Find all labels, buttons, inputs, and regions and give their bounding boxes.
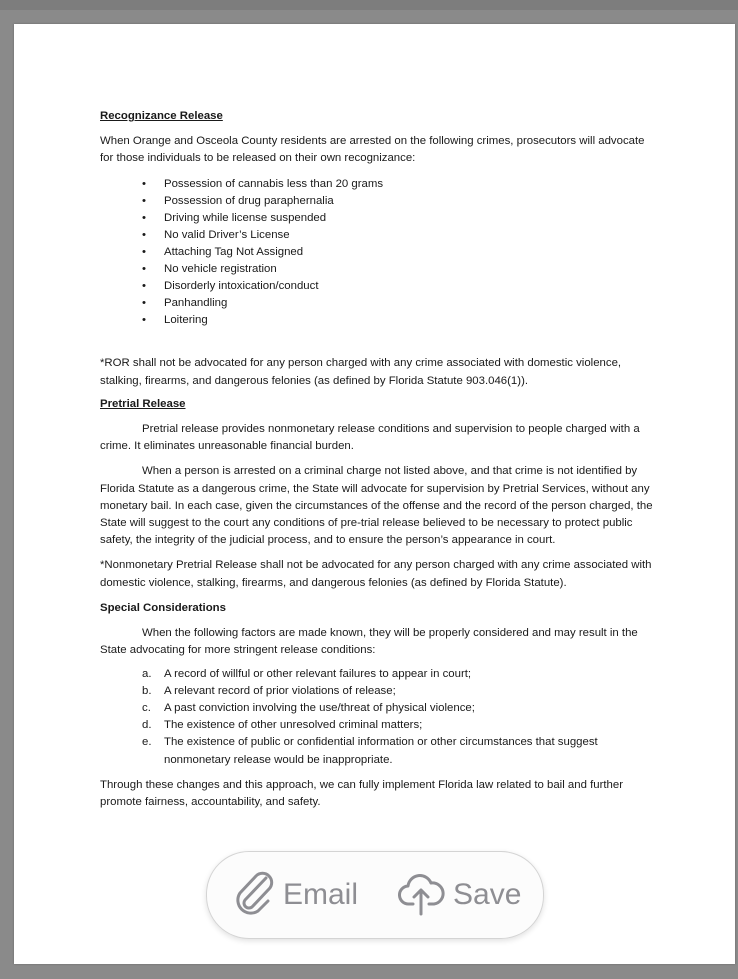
bullet-mark: • bbox=[142, 245, 146, 258]
email-label: Email bbox=[283, 878, 359, 911]
bullet-mark: • bbox=[142, 228, 146, 241]
list-item: a. A record of willful or other relevant failures to appear in court; bbox=[142, 667, 472, 680]
bullet-mark: • bbox=[142, 211, 146, 224]
list-item: • Attaching Tag Not Assigned bbox=[100, 244, 660, 261]
list-item: • Driving while license suspended bbox=[100, 210, 660, 227]
list-item: • No valid Driver’s License bbox=[100, 227, 660, 244]
list-item: • Possession of drug paraphernalia bbox=[100, 193, 660, 210]
save-label: Save bbox=[453, 878, 522, 911]
pretrial-paragraph-1: Pretrial release provides nonmonetary release conditions and supervision to people charged with a crime. It eliminates unreasonable financial burden. bbox=[100, 423, 640, 453]
bullet-mark: • bbox=[142, 280, 146, 293]
pretrial-heading: Pretrial Release bbox=[100, 397, 186, 410]
ror-note: *ROR shall not be advocated for any person charged with any crime associated with domestic violence, stalking, firearms, and dangerous felonies (as defined by Florida Statute 903.046(1)). bbox=[100, 357, 622, 387]
bullet-mark: • bbox=[142, 297, 146, 310]
document-body bbox=[100, 108, 660, 811]
save-button[interactable] bbox=[397, 852, 521, 938]
bullet-mark: • bbox=[142, 263, 146, 276]
share-action-bar bbox=[206, 851, 544, 939]
closing-paragraph: Through these changes and this approach, we can fully implement Florida law related to bail and further promote fairness, accountability, and safety. bbox=[100, 778, 624, 808]
email-button[interactable] bbox=[233, 852, 358, 938]
list-item: • Disorderly intoxication/conduct bbox=[100, 278, 660, 295]
list-item: • Panhandling bbox=[100, 295, 660, 312]
window-frame-top bbox=[0, 0, 738, 10]
list-item: • Possession of cannabis less than 20 grams bbox=[100, 176, 660, 193]
paperclip-icon bbox=[233, 870, 275, 921]
list-item: e. The existence of public or confidential information or other circumstances that suggest nonmonetary release would be inappropriate. bbox=[142, 736, 598, 766]
bullet-mark: • bbox=[142, 177, 146, 190]
special-heading: Special Considerations bbox=[100, 601, 226, 614]
pretrial-paragraph-2: When a person is arrested on a criminal charge not listed above, and that crime is not identified by Florida Statute as a dangerous crime, the State will advocate for supervision by Pretrial Services, without any monetary bail. In each case, given the circumstances of the offense and the record of the person charged, the State will suggest to the court any conditions of pre-trial release believed to be necessary to protect public safety, the integrity of the judicial process, and to ensure the person’s appearance in court. bbox=[100, 465, 653, 547]
document-page bbox=[14, 24, 735, 964]
factor-list bbox=[100, 666, 660, 769]
list-item: • No vehicle registration bbox=[100, 261, 660, 278]
special-intro: When the following factors are made known, they will be properly considered and may result in the State advocating for more stringent release conditions: bbox=[100, 627, 638, 657]
bullet-mark: • bbox=[142, 314, 146, 327]
list-item: c. A past conviction involving the use/threat of physical violence; bbox=[142, 701, 475, 714]
recognizance-heading: Recognizance Release bbox=[100, 110, 223, 122]
list-item: d. The existence of other unresolved criminal matters; bbox=[142, 719, 423, 732]
recognizance-intro: When Orange and Osceola County residents are arrested on the following crimes, prosecutors will advocate for those individuals to be released on their own recognizance: bbox=[100, 135, 645, 165]
bullet-mark: • bbox=[142, 194, 146, 207]
list-item: b. A relevant record of prior violations of release; bbox=[142, 684, 396, 697]
crime-list bbox=[100, 176, 660, 330]
list-item: • Loitering bbox=[100, 312, 660, 329]
pretrial-note: *Nonmonetary Pretrial Release shall not be advocated for any person charged with any crime associated with domestic violence, stalking, firearms, and dangerous felonies (as defined by Florida Statute). bbox=[100, 559, 652, 589]
cloud-upload-icon bbox=[397, 870, 445, 921]
